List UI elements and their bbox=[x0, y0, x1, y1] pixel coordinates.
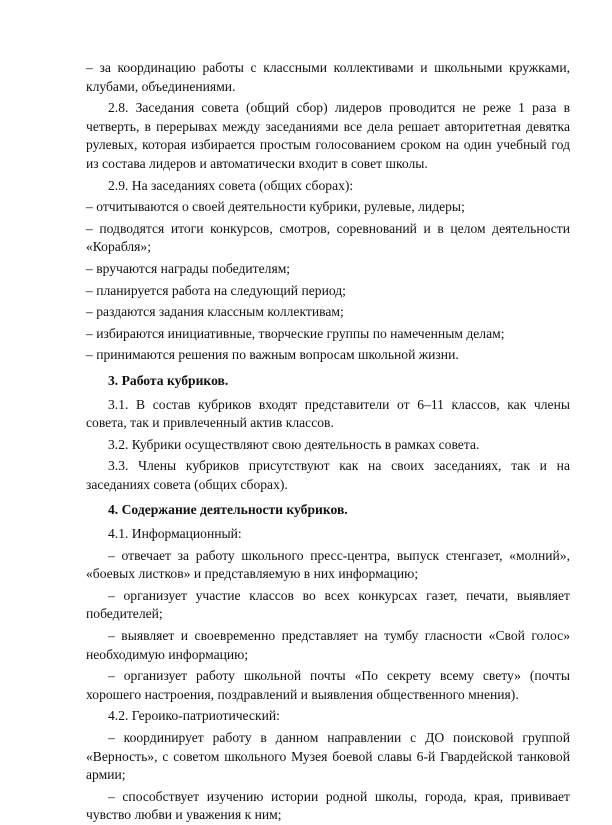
list-item: – раздаются задания классным коллективам; bbox=[86, 304, 344, 320]
paragraph: – способствует изучению истории родной школы, города, края, прививает чувство любви и уважения к ним; bbox=[86, 788, 570, 823]
paragraph: – отвечает за работу школьного пресс-центра, выпуск стенгазет, «молний», «боевых листков» и представляемую в них информацию; bbox=[86, 547, 570, 582]
paragraph: – организует работу школьной почты «По секрету всему свету» (почты хорошего настроения, поздравлений и выявления общественного мнения). bbox=[86, 668, 570, 702]
list-item: – принимаются решения по важным вопросам школьной жизни. bbox=[86, 347, 459, 363]
paragraph: 3.3. Члены кубриков присутствуют как на своих заседаниях, так и на заседаниях совета (общих сборах). bbox=[86, 458, 570, 492]
document-body bbox=[86, 59, 570, 825]
paragraph: 4.1. Информационный: bbox=[108, 526, 242, 542]
list-item: – избираются инициативные, творческие группы по намеченным делам; bbox=[86, 325, 505, 341]
list-item: – за координацию работы с классными коллективами и школьными кружками, клубами, объединениями. bbox=[86, 60, 570, 94]
paragraph: – координирует работу в данном направлении с ДО поисковой группой «Верность», с советом школьного Музея боевой славы 6-й Гвардейской танковой армии; bbox=[86, 730, 570, 783]
paragraph: – выявляет и своевременно представляет на тумбу гласности «Свой голос» необходимую информацию; bbox=[86, 628, 570, 662]
list-item: – вручаются награды победителям; bbox=[86, 260, 291, 276]
list-item: – отчитываются о своей деятельности кубрики, рулевые, лидеры; bbox=[86, 199, 465, 215]
section-heading: 4. Содержание деятельности кубриков. bbox=[108, 502, 348, 518]
list-item: – планируется работа на следующий период; bbox=[86, 282, 346, 298]
paragraph: 2.8. Заседания совета (общий сбор) лидеров проводится не реже 1 раза в четверть, в перерывах между заседаниями все дела решает авторитетная девятка рулевых, которая избирается простым голосованием сроком на один учебный год из состава лидеров и автоматически входит в совет школы. bbox=[86, 100, 570, 171]
paragraph: 4.2. Героико-патриотический: bbox=[108, 708, 280, 724]
paragraph: 2.9. На заседаниях совета (общих сборах): bbox=[108, 177, 354, 193]
paragraph: 3.2. Кубрики осуществляют свою деятельность в рамках совета. bbox=[108, 436, 480, 452]
list-item: – подводятся итоги конкурсов, смотров, соревнований и в целом деятельности «Корабля»; bbox=[86, 220, 570, 255]
paragraph: – организует участие классов во всех конкурсах газет, печати, выявляет победителей; bbox=[86, 587, 570, 622]
paragraph: 3.1. В состав кубриков входят представители от 6–11 классов, как члены совета, так и привлеченный актив классов. bbox=[86, 396, 570, 431]
section-heading: 3. Работа кубриков. bbox=[108, 372, 229, 388]
